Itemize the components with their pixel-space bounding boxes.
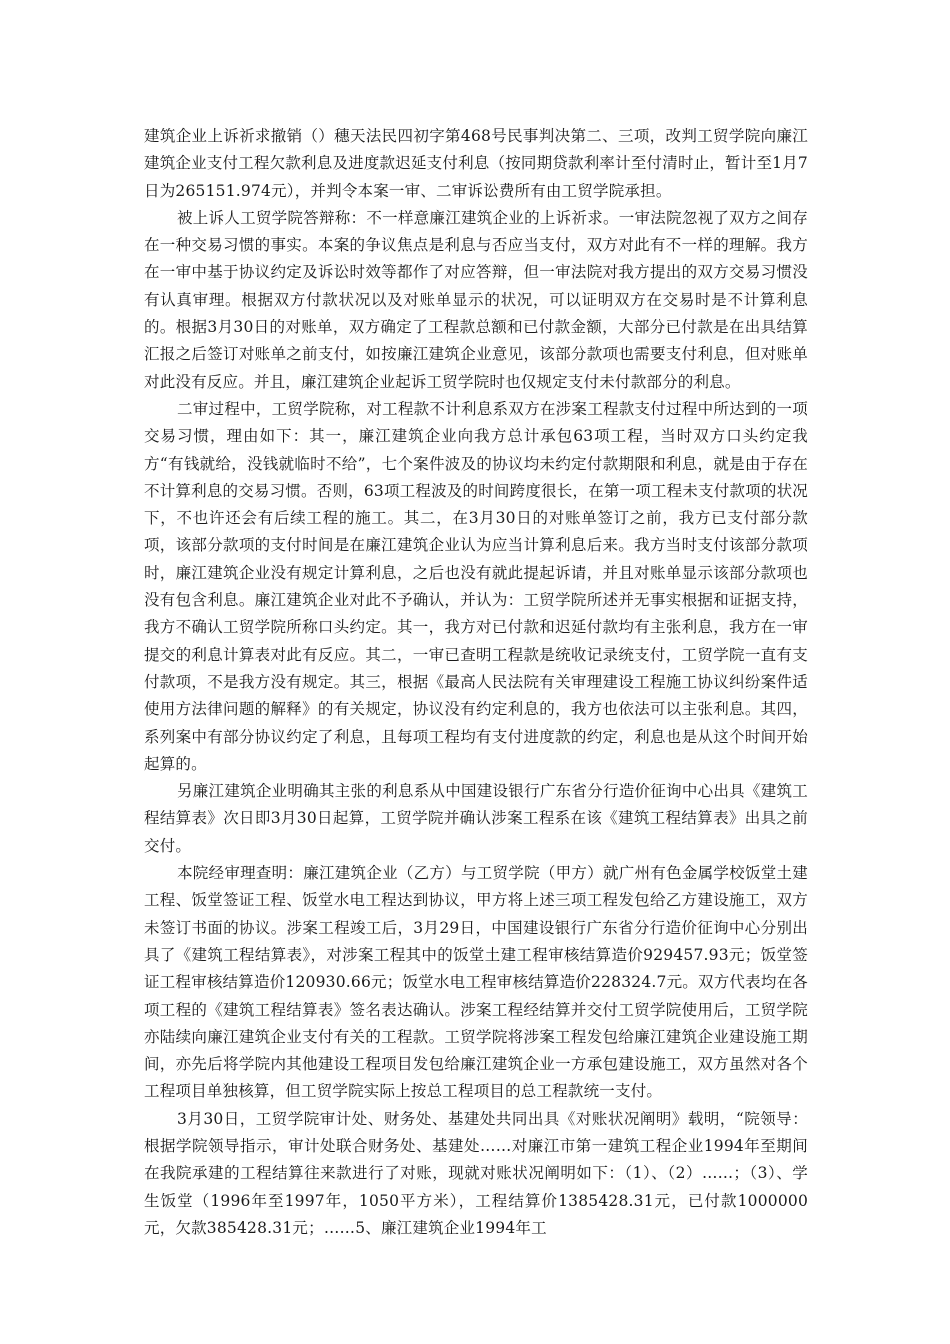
- paragraph-interest-start: 另廉江建筑企业明确其主张的利息系从中国建设银行广东省分行造价征询中心出具《建筑工程结算表》次日即3月30日起算，工贸学院并确认涉案工程系在该《建筑工程结算表》出具之前交付。: [144, 782, 808, 855]
- paragraph-appeal-request: 建筑企业上诉祈求撤销（）穗天法民四初字第468号民事判决第二、三项，改判工贸学院向廉江建筑企业支付工程欠款利息及进度款迟延支付利息（按同期贷款利率计至付清时止，暂计至1月7日为265151.974元），并判令本案一审、二审诉讼费所有由工贸学院承担。: [144, 127, 808, 200]
- paragraph-second-instance: 二审过程中，工贸学院称，对工程款不计利息系双方在涉案工程款支付过程中所达到的一项交易习惯，理由如下：其一，廉江建筑企业向我方总计承包63项工程，当时双方口头约定我方“有钱就给，没钱就临时不给”，七个案件波及的协议均未约定付款期限和利息，就是由于存在不计算利息的交易习惯。否则，63项工程波及的时间跨度很长，在第一项工程未支付款项的状况下，不也许还会有后续工程的施工。其二，在3月30日的对账单签订之前，我方已支付部分款项，该部分款项的支付时间是在廉江建筑企业认为应当计算利息后来。我方当时支付该部分款项时，廉江建筑企业没有规定计算利息，之后也没有就此提起诉请，并且对账单显示该部分款项也没有包含利息。廉江建筑企业对此不予确认，并认为：工贸学院所述并无事实根据和证据支持，我方不确认工贸学院所称口头约定。其一，我方对已付款和迟延付款均有主张利息，我方在一审提交的利息计算表对此有反应。其二，一审已查明工程款是统收记录统支付，工贸学院一直有支付款项，不是我方没有规定。其三，根据《最高人民法院有关审理建设工程施工协议纠纷案件适使用方法律问题的解释》的有关规定，协议没有约定利息的，我方也依法可以主张利息。其四，系列案中有部分协议约定了利息，且每项工程均有支付进度款的约定，利息也是从这个时间开始起算的。: [144, 399, 808, 773]
- paragraph-reconciliation: 3月30日，工贸学院审计处、财务处、基建处共同出具《对账状况阐明》载明，“院领导：根据学院领导指示，审计处联合财务处、基建处……对廉江市第一建筑工程企业1994年至期间在我院承建的工程结算往来款进行了对账，现就对账状况阐明如下：（1）、（2）……；（3）、学生饭堂（1996年至1997年，1050平方米），工程结算价1385428.31元，已付款1000000元，欠款385428.31元；……5、廉江建筑企业1994年工: [144, 1109, 808, 1237]
- paragraph-respondent-reply: 被上诉人工贸学院答辩称：不一样意廉江建筑企业的上诉祈求。一审法院忽视了双方之间存在一种交易习惯的事实。本案的争议焦点是利息与否应当支付，双方对此有不一样的理解。我方在一审中基于协议约定及诉讼时效等都作了对应答辩，但一审法院对我方提出的双方交易习惯没有认真审理。根据双方付款状况以及对账单显示的状况，可以证明双方在交易时是不计算利息的。根据3月30日的对账单，双方确定了工程款总额和已付款金额，大部分已付款是在出具结算汇报之后签订对账单之前支付，如按廉江建筑企业意见，该部分款项也需要支付利息，但对账单对此没有反应。并且，廉江建筑企业起诉工贸学院时也仅规定支付未付款部分的利息。: [144, 208, 808, 391]
- paragraph-court-findings: 本院经审理查明：廉江建筑企业（乙方）与工贸学院（甲方）就广州有色金属学校饭堂土建工程、饭堂签证工程、饭堂水电工程达到协议，甲方将上述三项工程发包给乙方建设施工，双方未签订书面的协议。涉案工程竣工后，3月29日，中国建设银行广东省分行造价征询中心分别出具了《建筑工程结算表》，对涉案工程其中的饭堂土建工程审核结算造价929457.93元；饭堂签证工程审核结算造价120930.66元；饭堂水电工程审核结算造价228324.7元。双方代表均在各项工程的《建筑工程结算表》签名表达确认。涉案工程经结算并交付工贸学院使用后，工贸学院亦陆续向廉江建筑企业支付有关的工程款。工贸学院将涉案工程发包给廉江建筑企业建设施工期间，亦先后将学院内其他建设工程项目发包给廉江建筑企业一方承包建设施工，双方虽然对各个工程项目单独核算，但工贸学院实际上按总工程项目的总工程款统一支付。: [144, 864, 808, 1101]
- document-page: [144, 123, 808, 1242]
